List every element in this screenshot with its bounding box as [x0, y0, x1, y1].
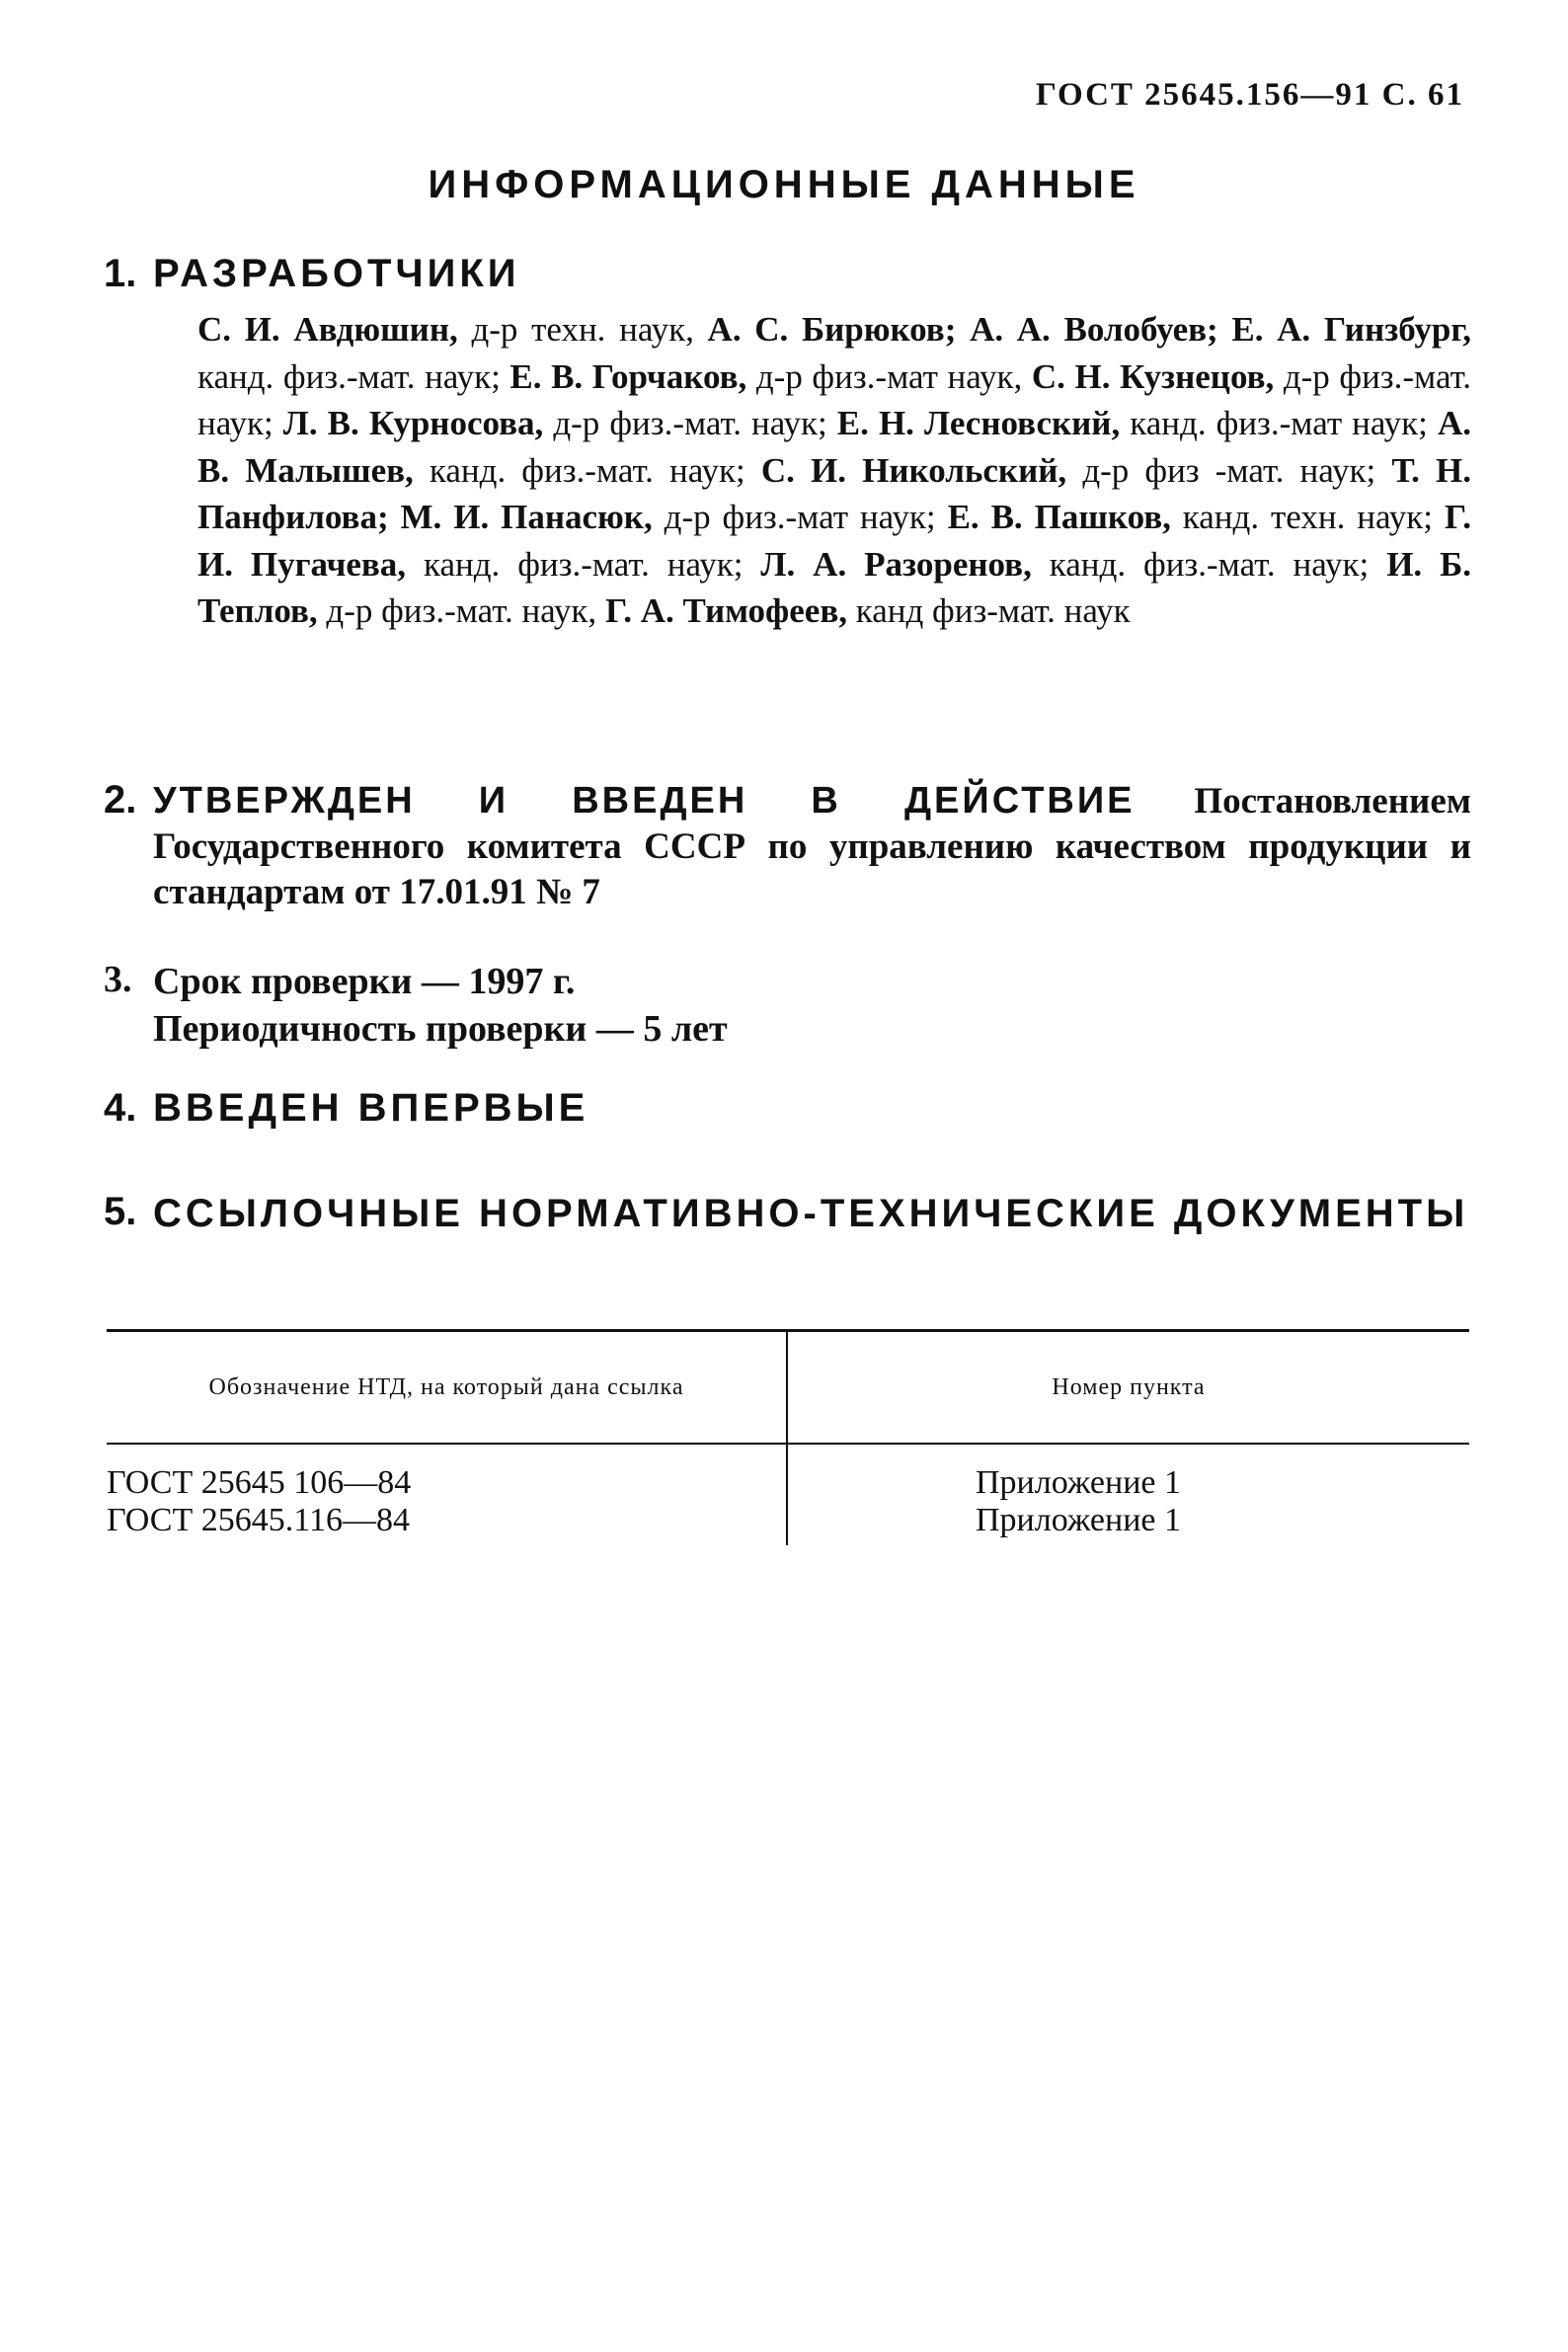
section-references: [104, 1190, 1471, 1237]
approval-text: [153, 778, 1471, 915]
column-header-clause: Номер пункта: [787, 1331, 1469, 1445]
section-number: 2.: [104, 778, 137, 822]
author-name: Е. А. Гинзбург,: [1231, 310, 1472, 349]
section-heading: ВВЕДЕН ВПЕРВЫЕ: [153, 1086, 589, 1130]
author-name: Л. А. Разоренов,: [760, 544, 1032, 584]
section-number: 4.: [104, 1086, 137, 1130]
clause-ref: Приложение 1: [976, 1464, 1181, 1501]
document-ref: ГОСТ 25645.116—84: [107, 1502, 410, 1538]
author-degree: канд. физ.-мат. наук;: [429, 450, 745, 490]
section-developers: [104, 252, 1471, 635]
author-name: С. И. Авдюшин,: [197, 310, 458, 349]
table-header-row: [107, 1331, 1469, 1445]
author-name: А. А. Волобуев;: [970, 310, 1218, 349]
author-degree: д-р физ.-мат наук;: [664, 498, 936, 536]
author-name: М. И. Панасюк,: [400, 498, 653, 536]
author-name: С. И. Никольский,: [760, 450, 1067, 490]
author-degree: д-р физ.-мат. наук;: [553, 404, 827, 442]
author-name: Т. Н. Панфилова;: [197, 450, 1472, 536]
clause-ref: Приложение 1: [976, 1502, 1181, 1538]
author-degree: канд. физ.-мат наук;: [1130, 404, 1428, 442]
section-first-introduced: [104, 1086, 1471, 1131]
section-number: 3.: [104, 959, 132, 1000]
section-heading: ССЫЛОЧНЫЕ НОРМАТИВНО-ТЕХНИЧЕСКИЕ ДОКУМЕНТЫ: [153, 1192, 1469, 1235]
references-table: [107, 1329, 1469, 1545]
page-header: ГОСТ 25645.156—91 С. 61: [1035, 77, 1464, 113]
author-name: Г. И. Пугачева,: [197, 498, 1471, 584]
approval-body: Постановлением Государственного комитета СССР по управлению качеством продукции и стандартам от 17.01.91 № 7: [153, 781, 1471, 912]
table-cell-clause: [787, 1444, 1469, 1545]
author-degree: д-р техн. наук,: [471, 310, 694, 349]
author-degree: канд. физ.-мат. наук;: [424, 544, 744, 584]
section-number: 1.: [104, 252, 137, 295]
section-heading: РАЗРАБОТЧИКИ: [153, 252, 520, 295]
table-row: [107, 1444, 1469, 1545]
authors-list: [197, 306, 1471, 635]
author-name: А. В. Малышев,: [197, 404, 1471, 490]
author-name: Л. В. Курносова,: [282, 404, 544, 442]
author-name: Е. Н. Лесновский,: [836, 404, 1121, 442]
author-degree: д-р физ -мат. наук;: [1082, 450, 1376, 490]
author-degree: д-р физ.-мат. наук;: [197, 356, 1471, 442]
section-review: [104, 958, 1471, 1053]
author-degree: канд. физ.-мат. наук;: [197, 356, 501, 396]
document-ref: ГОСТ 25645 106—84: [107, 1464, 412, 1501]
column-header-document: Обозначение НТД, на который дана ссылка: [107, 1331, 787, 1445]
table-cell-document: [107, 1444, 787, 1545]
author-name: А. С. Бирюков;: [707, 310, 957, 349]
author-degree: д-р физ.-мат наук,: [755, 356, 1023, 396]
section-approved: [104, 778, 1471, 915]
author-name: И. Б. Теплов,: [197, 544, 1472, 630]
author-name: С. Н. Кузнецов,: [1031, 356, 1275, 396]
author-name: Г. А. Тимофеев,: [604, 591, 847, 630]
review-period: Периодичность проверки — 5 лет: [153, 1008, 728, 1050]
author-degree: канд. физ.-мат. наук;: [1049, 544, 1370, 584]
author-degree: канд. техн. наук;: [1182, 498, 1433, 536]
author-name: Е. В. Пашков,: [947, 498, 1171, 536]
section-number: 5.: [104, 1190, 137, 1233]
author-degree: канд физ-мат. наук: [855, 591, 1131, 630]
review-deadline: Срок проверки — 1997 г.: [153, 961, 576, 1002]
approval-lead: УТВЕРЖДЕН И ВВЕДЕН В ДЕЙСТВИЕ: [153, 780, 1136, 822]
author-name: Е. В. Горчаков,: [510, 356, 747, 396]
author-degree: д-р физ.-мат. наук,: [326, 591, 597, 630]
page-title: ИНФОРМАЦИОННЫЕ ДАННЫЕ: [428, 163, 1140, 206]
